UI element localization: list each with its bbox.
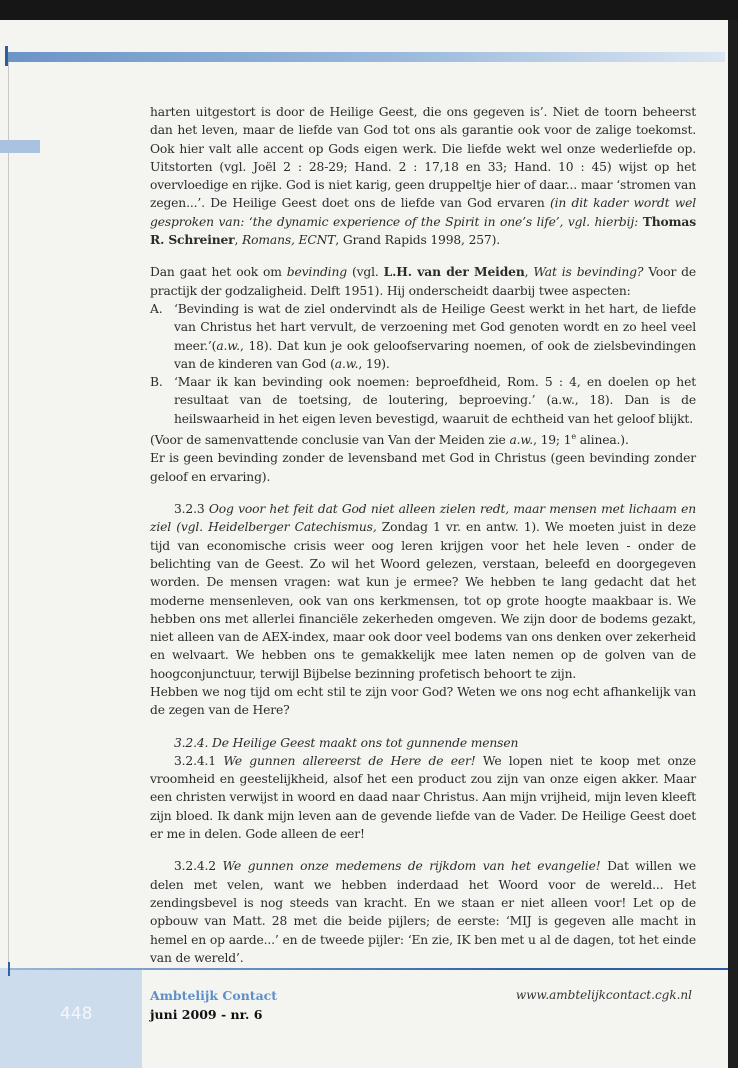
section-title: We gunnen allereerst de Here de eer! xyxy=(223,753,476,768)
section-title: We gunnen onze medemens de rijkdom van het evangelie! xyxy=(222,859,601,874)
page-number: 448 xyxy=(60,1004,93,1024)
list-item: B. ‘Maar ik kan bevinding ook noemen: beproefdheid, Rom. 5 : 4, en doelen op het resultaat van de toetsing, de loutering, beproeving.’ (a.w., 18). Dan is de heilswaarheid in het eigen leven bevestigd, waaruit de echtheid van het geloof blijkt. xyxy=(150,375,696,426)
website-url[interactable]: www.ambtelijkcontact.cgk.nl xyxy=(515,988,692,1002)
list-item: A. ‘Bevinding is wat de ziel ondervindt als de Heilige Geest werkt in het hart, de liefde van Christus het hart vervult, de verzoening met God genoten wordt en zo heel veel meer.’(a.w., 18). Dat kun je ook geloofservaring noemen, of ook de zielsbevindingen van de kinderen van God (a.w., 19). xyxy=(150,301,696,371)
section-title: Oog voor het feit dat God niet alleen zielen redt, maar mensen met lichaam en ziel (vgl. Heidelberger Catechismus, xyxy=(150,502,696,535)
magazine-name: Ambtelijk Contact xyxy=(150,988,278,1003)
section-3-2-4-1: 3.2.4.1 We gunnen allereerst de Here de eer! We lopen niet te koop met onze vroomheid en geestelijkheid, alsof het een product zou zijn van onze eigen akker. Maar een christen verwijst in woord en daad naar Christus. Aan mijn vrijheid, mijn leven kleeft zijn bloed. Ik dank mijn leven aan de gevende liefde van de Vader. De Heilige Geest doet er me in delen. Gode alleen de eer! xyxy=(150,753,696,842)
article-body xyxy=(150,103,696,967)
author-name: L.H. van der Meiden xyxy=(383,264,525,280)
paragraph: Er is geen bevinding zonder de levensband met God in Christus (geen bevinding zonder geloof en ervaring). xyxy=(150,451,696,484)
paragraph: (Voor de samenvattende conclusie van Van der Meiden zie a.w., 19; 1e alinea.). xyxy=(150,432,629,448)
section-3-2-4-2: 3.2.4.2 We gunnen onze medemens de rijkdom van het evangelie! Dat willen we delen met velen, want we hebben inderdaad het Woord voor de wereld... Het zendingsbevel is nog steeds van kracht. En we staan er niet alleen voor! Let op de opbouw van Matt. 28 met die beide pijlers; de eerste: ‘MIJ is gegeven alle macht in hemel en op aarde...’ en de tweede pijler: ‘En zie, IK ben met u al de dagen, tot het einde van de wereld’. xyxy=(150,859,696,965)
section-heading: 3.2.4. De Heilige Geest maakt ons tot gunnende mensen xyxy=(174,735,519,750)
issue-label: juni 2009 - nr. 6 xyxy=(150,1007,263,1022)
top-border xyxy=(0,0,738,20)
header-band-tick xyxy=(5,46,8,66)
footer-rule-tick xyxy=(8,962,10,976)
footer-rule xyxy=(8,968,728,970)
side-marker xyxy=(0,140,40,153)
paragraph: harten uitgestort is door de Heilige Geest, die ons gegeven is’. Niet de toorn beheerst dan het leven, maar de liefde van God tot ons als garantie ook voor de zalige toekomst. Ook hier valt alle accent op Gods eigen werk. Die liefde wekt wel onze wederliefde op. Uitstorten (vgl. Joël 2 : 28-29; Hand. 2 : 17,18 en 33; Hand. 10 : 45) wijst op het overvloedige en rijke. God is niet karig, geen druppeltje hier of daar... maar ‘stromen van zegen...’. De Heilige Geest doet ons de liefde van God ervaren (in dit kader wordt wel gesproken van: ‘the dynamic experience of the Spirit in one’s life’, vgl. hierbij: Thomas R. Schreiner, Romans, ECNT, Grand Rapids 1998, 257). xyxy=(150,105,697,248)
right-edge xyxy=(728,20,738,1068)
header-band xyxy=(5,52,725,62)
work-title: Romans, ECNT xyxy=(242,233,336,248)
margin-line xyxy=(8,56,9,1056)
paragraph: Hebben we nog tijd om echt stil te zijn voor God? Weten we ons nog echt afhankelijk van de zegen van de Here? xyxy=(150,685,696,718)
work-title: Wat is bevinding? xyxy=(533,265,644,280)
author-name: Thomas R. Schreiner xyxy=(150,213,696,248)
paragraph: Dan gaat het ook om bevinding (vgl. L.H. van der Meiden, Wat is bevinding? Voor de practijk der godzaligheid. Delft 1951). Hij onderscheidt daarbij twee aspecten: xyxy=(150,264,697,298)
section-3-2-3: 3.2.3 Oog voor het feit dat God niet alleen zielen redt, maar mensen met lichaam en ziel (vgl. Heidelberger Catechismus, Zondag 1 vr. en antw. 1). We moeten juist in deze tijd van economische crisis weer oog leren krijgen voor het hele leven - onder de belichting van de Geest. Zo wil het Woord gelezen, verstaan, beleefd en doorgegeven worden. De mensen vragen: wat kun je ermee? We hebben te lang gedacht dat het moderne mensenleven, ook van ons kerkmensen, tot op grote hoogte maakbaar is. We hebben ons met allerlei financiële zekerheden omgeven. We zijn door de bodems gezakt, niet alleen van de AEX-index, maar ook door veel bodems van ons denken over zekerheid en welvaart. We hebben ons te gemakkelijk mee laten nemen op de golven van de hoogconjunctuur, terwijl Bijbelse bezinning profetisch behoort te zijn. xyxy=(150,502,696,681)
